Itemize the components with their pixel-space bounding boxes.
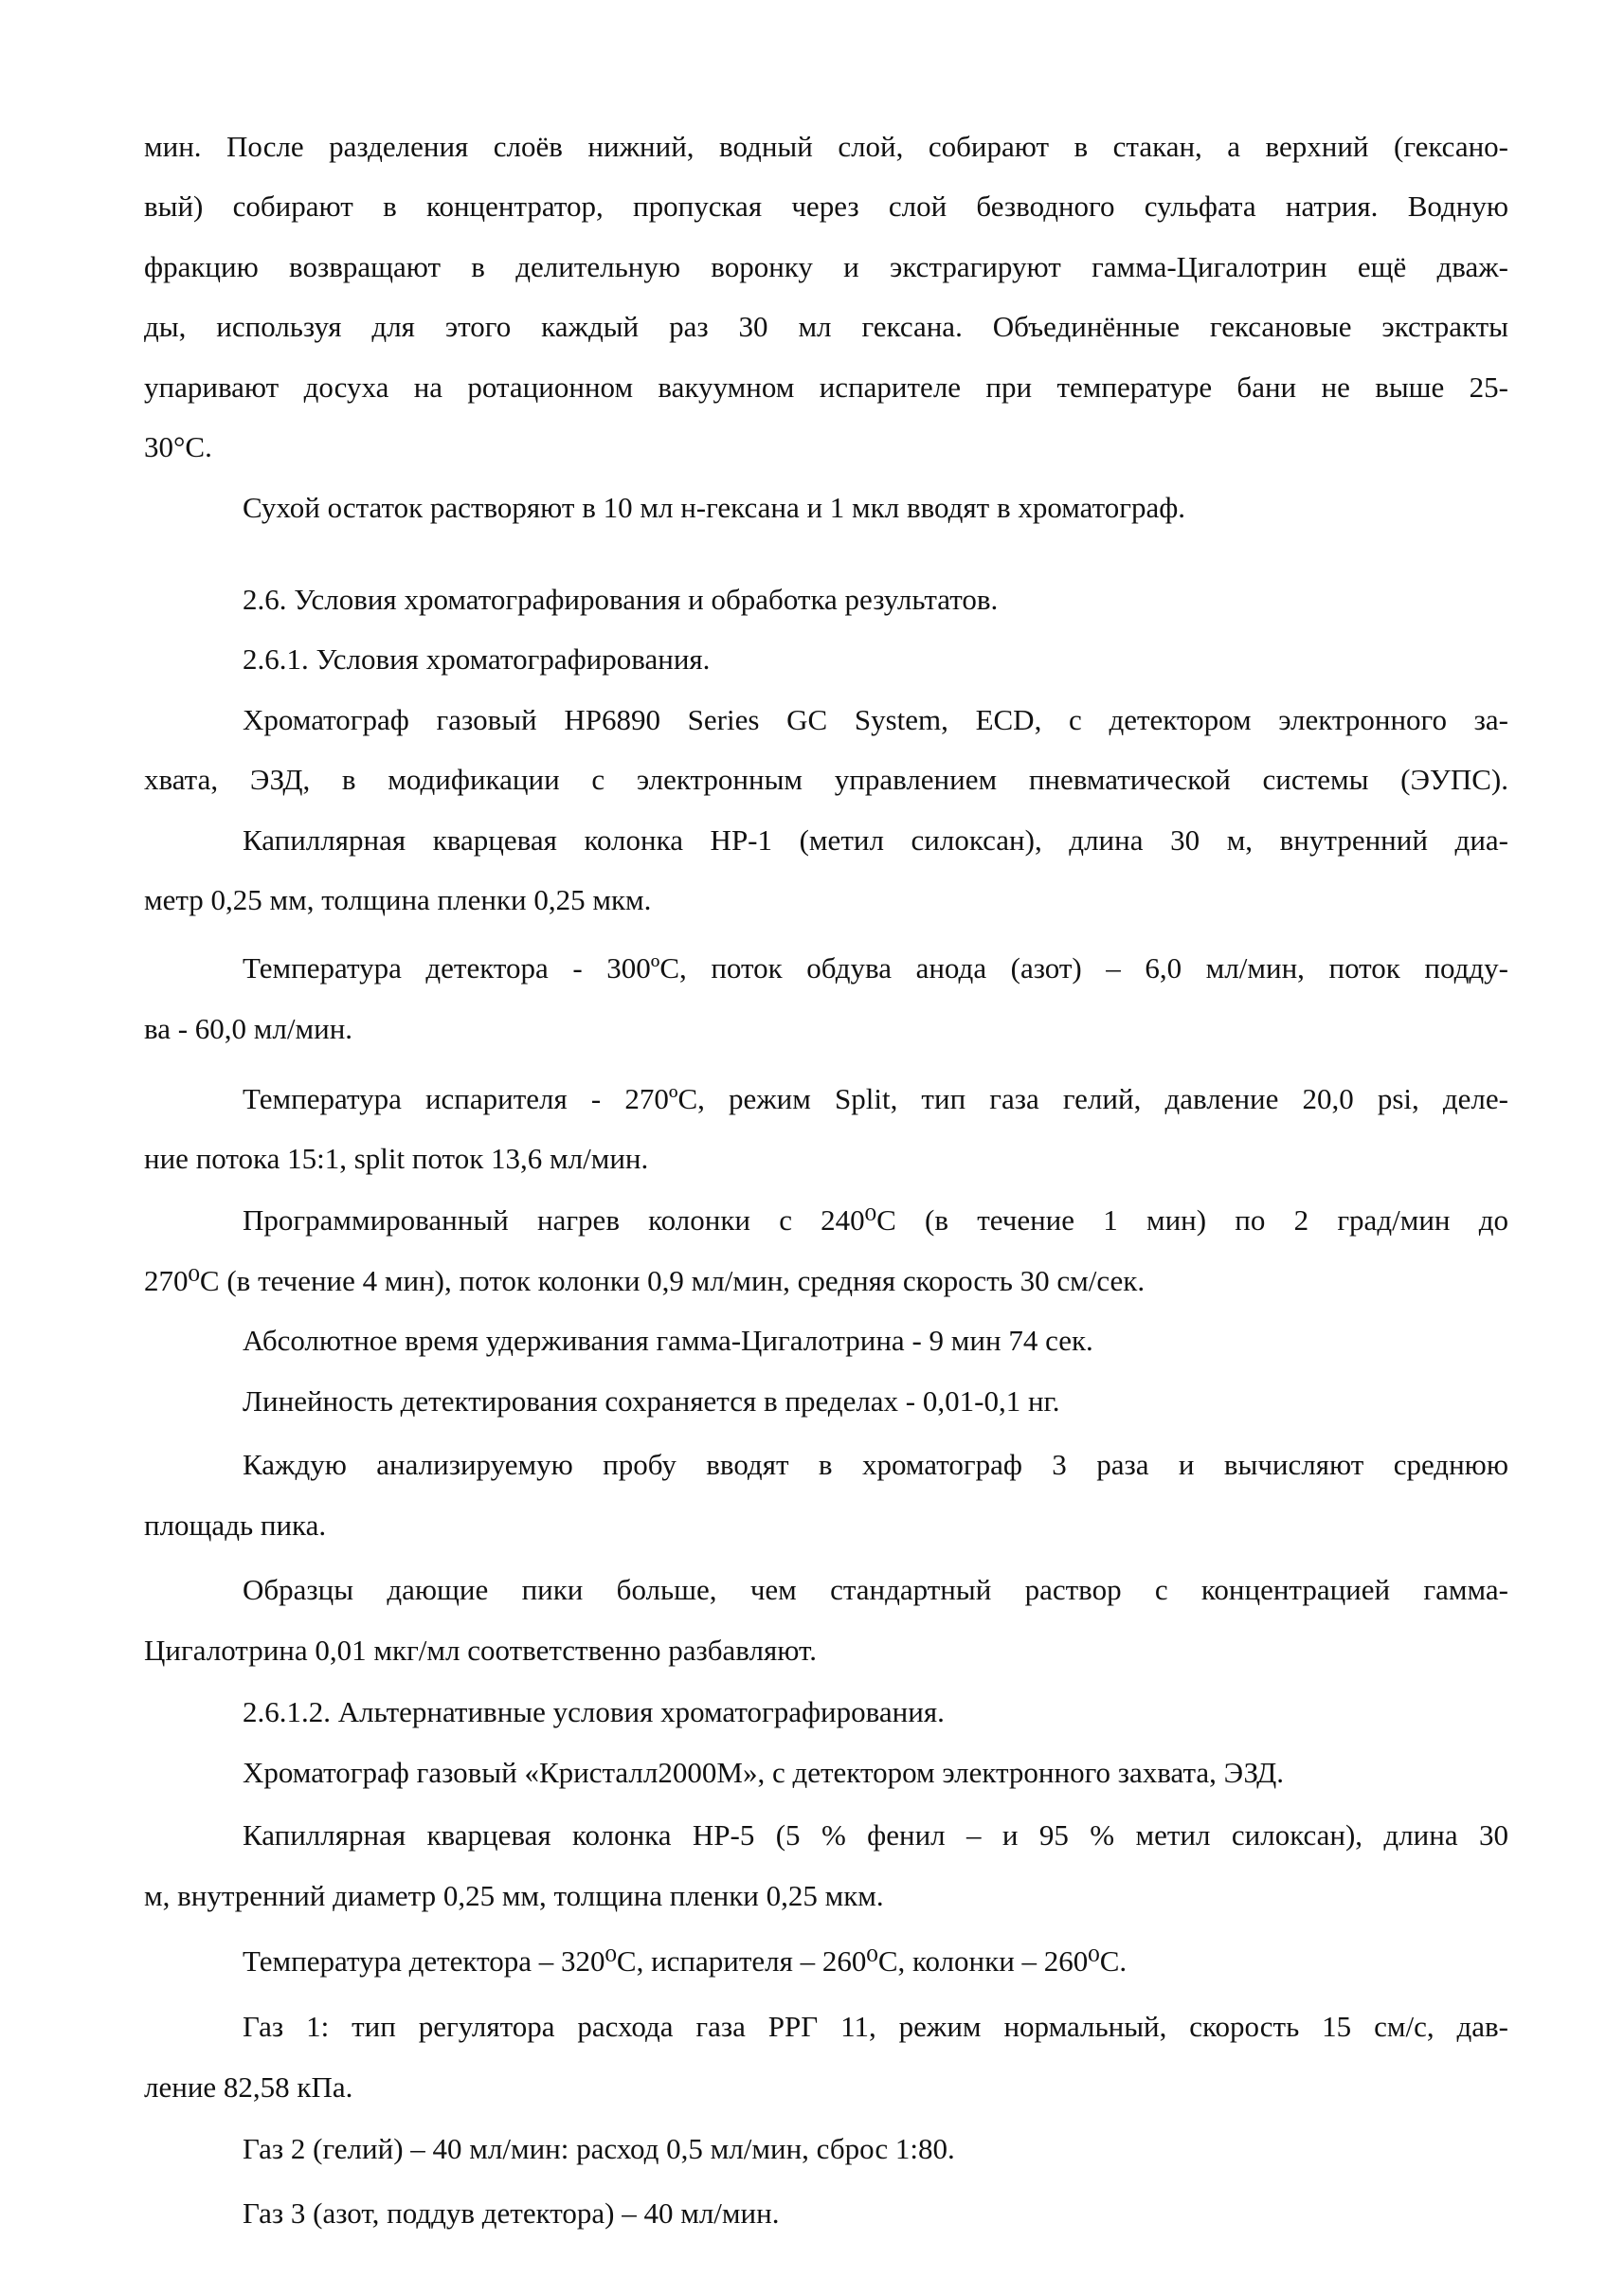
section-heading: 2.6. Условия хроматографирования и обработка результатов. — [243, 583, 999, 616]
text-line: ление 82,58 кПа. — [144, 2070, 353, 2104]
text-line: ды, используя для этого каждый раз 30 мл гексана. Объединённые гексановые экстракты — [144, 310, 1508, 343]
text-line: ние потока 15:1, split поток 13,6 мл/мин. — [144, 1142, 649, 1175]
text-line: вый) собирают в концентратор, пропуская через слой безводного сульфата натрия. Водную — [144, 190, 1508, 223]
text-line: Хроматограф газовый «Кристалл2000М», с детектором электронного захвата, ЭЗД. — [243, 1756, 1285, 1789]
text-line: упаривают досуха на ротационном вакуумном испарителе при температуре бани не выше 25- — [144, 370, 1508, 404]
text-line: хвата, ЭЗД, в модификации с электронным управлением пневматической системы (ЭУПС). — [144, 763, 1508, 796]
text-line: Температура испарителя - 270ºС, режим Split, тип газа гелий, давление 20,0 psi, деле- — [243, 1082, 1508, 1115]
text-line: фракцию возвращают в делительную воронку и экстрагируют гамма-Цигалотрин ещё дваж- — [144, 250, 1508, 283]
text-line: Цигалотрина 0,01 мкг/мл соответственно разбавляют. — [144, 1634, 817, 1667]
text-line: Каждую анализируемую пробу вводят в хроматограф 3 раза и вычисляют среднюю — [243, 1448, 1508, 1481]
text-line: Абсолютное время удерживания гамма-Цигалотрина - 9 мин 74 сек. — [243, 1324, 1093, 1357]
text-line: ва - 60,0 мл/мин. — [144, 1012, 353, 1045]
text-line: метр 0,25 мм, толщина пленки 0,25 мкм. — [144, 883, 652, 916]
text-line: Температура детектора – 320⁰С, испарителя – 260⁰С, колонки – 260⁰С. — [243, 1944, 1128, 1978]
text-line: Капиллярная кварцевая колонка HP-5 (5 % фенил – и 95 % метил силоксан), длина 30 — [243, 1818, 1508, 1852]
text-line: Программированный нагрев колонки с 240⁰С (в течение 1 мин) по 2 град/мин до — [243, 1203, 1508, 1237]
text-line: Линейность детектирования сохраняется в пределах - 0,01-0,1 нг. — [243, 1384, 1060, 1418]
text-line: Температура детектора - 300ºС, поток обдува анода (азот) – 6,0 мл/мин, поток подду- — [243, 951, 1508, 985]
text-line: 270⁰С (в течение 4 мин), поток колонки 0,9 мл/мин, средняя скорость 30 см/сек. — [144, 1264, 1146, 1297]
subsection-heading: 2.6.1. Условия хроматографирования. — [243, 642, 711, 676]
text-line: Хроматограф газовый HP6890 Series GC System, ECD, с детектором электронного за- — [243, 703, 1508, 736]
text-line: Газ 3 (азот, поддув детектора) – 40 мл/мин. — [243, 2196, 780, 2230]
text-line: Газ 2 (гелий) – 40 мл/мин: расход 0,5 мл/мин, сброс 1:80. — [243, 2132, 955, 2165]
text-line: Газ 1: тип регулятора расхода газа РРГ 11, режим нормальный, скорость 15 см/с, дав- — [243, 2010, 1508, 2043]
subsection-heading: 2.6.1.2. Альтернативные условия хроматографирования. — [243, 1695, 945, 1728]
text-line: площадь пика. — [144, 1509, 327, 1542]
text-line: Капиллярная кварцевая колонка HP-1 (метил силоксан), длина 30 м, внутренний диа- — [243, 823, 1508, 857]
text-line: 30°С. — [144, 430, 212, 463]
text-line: мин. После разделения слоёв нижний, водный слой, собирают в стакан, а верхний (гексано- — [144, 130, 1508, 163]
text-line: Образцы дающие пики больше, чем стандартный раствор с концентрацией гамма- — [243, 1573, 1508, 1606]
text-line: м, внутренний диаметр 0,25 мм, толщина пленки 0,25 мкм. — [144, 1879, 884, 1912]
text-line: Сухой остаток растворяют в 10 мл н-гексана и 1 мкл вводят в хроматограф. — [243, 491, 1186, 524]
